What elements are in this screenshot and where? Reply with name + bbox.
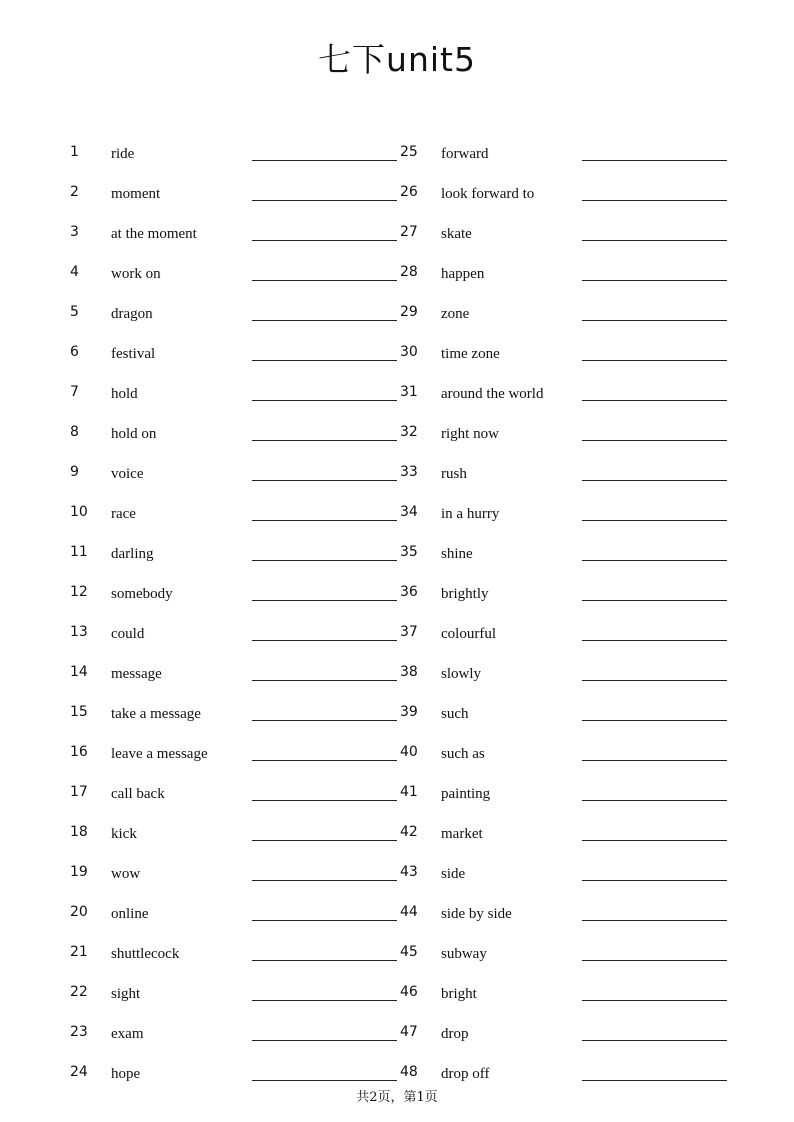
- item-number: 40: [400, 744, 418, 760]
- vocab-row: [0, 620, 794, 660]
- item-number: 9: [70, 464, 79, 480]
- answer-blank[interactable]: [582, 800, 727, 801]
- item-word: festival: [111, 346, 156, 362]
- vocab-row: [0, 540, 794, 580]
- item-word: such as: [441, 746, 485, 762]
- item-word: message: [111, 666, 162, 682]
- item-number: 19: [70, 864, 88, 880]
- item-number: 46: [400, 984, 418, 1000]
- item-word: right now: [441, 426, 499, 442]
- answer-blank[interactable]: [252, 280, 397, 281]
- answer-blank[interactable]: [582, 520, 727, 521]
- answer-blank[interactable]: [582, 200, 727, 201]
- page-title: 七下unit5: [318, 40, 476, 79]
- answer-blank[interactable]: [252, 480, 397, 481]
- answer-blank[interactable]: [582, 680, 727, 681]
- item-word: side: [441, 866, 466, 882]
- answer-blank[interactable]: [582, 840, 727, 841]
- item-word: rush: [441, 466, 467, 482]
- vocab-row: [0, 740, 794, 780]
- answer-blank[interactable]: [582, 400, 727, 401]
- item-number: 15: [70, 704, 88, 720]
- answer-blank[interactable]: [252, 760, 397, 761]
- vocab-row: [0, 380, 794, 420]
- item-word: shuttlecock: [111, 946, 180, 962]
- item-word: shine: [441, 546, 473, 562]
- item-word: happen: [441, 266, 485, 282]
- answer-blank[interactable]: [582, 920, 727, 921]
- answer-blank[interactable]: [582, 320, 727, 321]
- item-number: 44: [400, 904, 418, 920]
- item-word: around the world: [441, 386, 544, 402]
- item-number: 37: [400, 624, 418, 640]
- item-number: 41: [400, 784, 418, 800]
- answer-blank[interactable]: [252, 600, 397, 601]
- answer-blank[interactable]: [252, 200, 397, 201]
- item-number: 13: [70, 624, 88, 640]
- item-word: work on: [111, 266, 161, 282]
- item-word: look forward to: [441, 186, 535, 202]
- item-word: kick: [111, 826, 137, 842]
- page-footer: 共2页，第1页: [356, 1090, 438, 1105]
- vocab-row: [0, 980, 794, 1020]
- item-number: 43: [400, 864, 418, 880]
- answer-blank[interactable]: [582, 1000, 727, 1001]
- answer-blank[interactable]: [252, 160, 397, 161]
- item-number: 12: [70, 584, 88, 600]
- item-number: 14: [70, 664, 88, 680]
- item-number: 5: [70, 304, 79, 320]
- item-word: such: [441, 706, 469, 722]
- vocab-row: [0, 700, 794, 740]
- answer-blank[interactable]: [582, 240, 727, 241]
- answer-blank[interactable]: [252, 560, 397, 561]
- item-number: 47: [400, 1024, 418, 1040]
- vocab-row: [0, 500, 794, 540]
- item-number: 42: [400, 824, 418, 840]
- item-number: 11: [70, 544, 88, 560]
- answer-blank[interactable]: [582, 880, 727, 881]
- answer-blank[interactable]: [582, 280, 727, 281]
- item-number: 24: [70, 1064, 88, 1080]
- answer-blank[interactable]: [582, 720, 727, 721]
- vocab-row: [0, 900, 794, 940]
- answer-blank[interactable]: [582, 640, 727, 641]
- item-word: slowly: [441, 666, 482, 682]
- item-word: subway: [441, 946, 487, 962]
- answer-blank[interactable]: [582, 1040, 727, 1041]
- answer-blank[interactable]: [582, 440, 727, 441]
- item-word: drop: [441, 1026, 469, 1042]
- answer-blank[interactable]: [582, 560, 727, 561]
- item-word: sight: [111, 986, 141, 1002]
- answer-blank[interactable]: [252, 1080, 397, 1081]
- item-number: 31: [400, 384, 418, 400]
- answer-blank[interactable]: [252, 720, 397, 721]
- vocab-row: [0, 460, 794, 500]
- answer-blank[interactable]: [582, 760, 727, 761]
- vocab-row: [0, 340, 794, 380]
- item-word: in a hurry: [441, 506, 500, 522]
- item-number: 21: [70, 944, 88, 960]
- item-number: 8: [70, 424, 79, 440]
- item-word: skate: [441, 226, 472, 242]
- item-word: call back: [111, 786, 165, 802]
- answer-blank[interactable]: [252, 240, 397, 241]
- item-number: 28: [400, 264, 418, 280]
- item-number: 29: [400, 304, 418, 320]
- vocab-row: [0, 180, 794, 220]
- answer-blank[interactable]: [252, 520, 397, 521]
- item-word: could: [111, 626, 145, 642]
- item-word: ride: [111, 146, 135, 162]
- answer-blank[interactable]: [252, 880, 397, 881]
- item-number: 27: [400, 224, 418, 240]
- item-word: dragon: [111, 306, 153, 322]
- answer-blank[interactable]: [252, 360, 397, 361]
- item-number: 48: [400, 1064, 418, 1080]
- item-number: 34: [400, 504, 418, 520]
- vocab-row: [0, 860, 794, 900]
- item-word: time zone: [441, 346, 500, 362]
- item-word: hope: [111, 1066, 141, 1082]
- item-word: market: [441, 826, 483, 842]
- item-number: 30: [400, 344, 418, 360]
- item-number: 33: [400, 464, 418, 480]
- item-word: take a message: [111, 706, 201, 722]
- vocab-row: [0, 580, 794, 620]
- vocab-row: [0, 140, 794, 180]
- item-number: 17: [70, 784, 88, 800]
- answer-blank[interactable]: [252, 840, 397, 841]
- vocab-row: [0, 300, 794, 340]
- item-number: 26: [400, 184, 418, 200]
- vocab-row: [0, 1020, 794, 1060]
- item-number: 3: [70, 224, 79, 240]
- answer-blank[interactable]: [252, 1000, 397, 1001]
- item-word: darling: [111, 546, 154, 562]
- item-number: 4: [70, 264, 79, 280]
- item-word: wow: [111, 866, 141, 882]
- answer-blank[interactable]: [582, 160, 727, 161]
- item-word: zone: [441, 306, 470, 322]
- item-number: 16: [70, 744, 88, 760]
- vocab-row: [0, 420, 794, 460]
- item-word: colourful: [441, 626, 496, 642]
- item-number: 38: [400, 664, 418, 680]
- item-word: bright: [441, 986, 477, 1002]
- item-word: exam: [111, 1026, 144, 1042]
- item-word: moment: [111, 186, 161, 202]
- vocab-row: [0, 820, 794, 860]
- item-word: painting: [441, 786, 491, 802]
- vocab-row: [0, 260, 794, 300]
- item-number: 6: [70, 344, 79, 360]
- answer-blank[interactable]: [252, 920, 397, 921]
- item-word: leave a message: [111, 746, 208, 762]
- vocab-row: [0, 220, 794, 260]
- answer-blank[interactable]: [252, 400, 397, 401]
- item-number: 23: [70, 1024, 88, 1040]
- answer-blank[interactable]: [252, 800, 397, 801]
- item-number: 25: [400, 144, 418, 160]
- item-number: 32: [400, 424, 418, 440]
- item-word: drop off: [441, 1066, 490, 1082]
- item-word: hold on: [111, 426, 157, 442]
- item-number: 22: [70, 984, 88, 1000]
- item-number: 36: [400, 584, 418, 600]
- item-word: at the moment: [111, 226, 197, 242]
- item-word: voice: [111, 466, 144, 482]
- item-word: race: [111, 506, 136, 522]
- answer-blank[interactable]: [252, 960, 397, 961]
- item-number: 2: [70, 184, 79, 200]
- item-number: 10: [70, 504, 88, 520]
- answer-blank[interactable]: [252, 640, 397, 641]
- answer-blank[interactable]: [252, 320, 397, 321]
- item-word: brightly: [441, 586, 489, 602]
- item-number: 39: [400, 704, 418, 720]
- item-number: 18: [70, 824, 88, 840]
- vocab-row: [0, 940, 794, 980]
- item-word: hold: [111, 386, 138, 402]
- answer-blank[interactable]: [252, 1040, 397, 1041]
- answer-blank[interactable]: [252, 440, 397, 441]
- answer-blank[interactable]: [582, 600, 727, 601]
- item-word: somebody: [111, 586, 173, 602]
- answer-blank[interactable]: [582, 960, 727, 961]
- item-number: 35: [400, 544, 418, 560]
- vocabulary-list: [0, 140, 794, 1100]
- answer-blank[interactable]: [582, 480, 727, 481]
- item-word: side by side: [441, 906, 512, 922]
- item-number: 20: [70, 904, 88, 920]
- item-word: online: [111, 906, 149, 922]
- item-number: 7: [70, 384, 79, 400]
- item-number: 45: [400, 944, 418, 960]
- item-number: 1: [70, 144, 79, 160]
- vocab-row: [0, 780, 794, 820]
- answer-blank[interactable]: [582, 1080, 727, 1081]
- answer-blank[interactable]: [252, 680, 397, 681]
- item-word: forward: [441, 146, 489, 162]
- vocab-row: [0, 660, 794, 700]
- answer-blank[interactable]: [582, 360, 727, 361]
